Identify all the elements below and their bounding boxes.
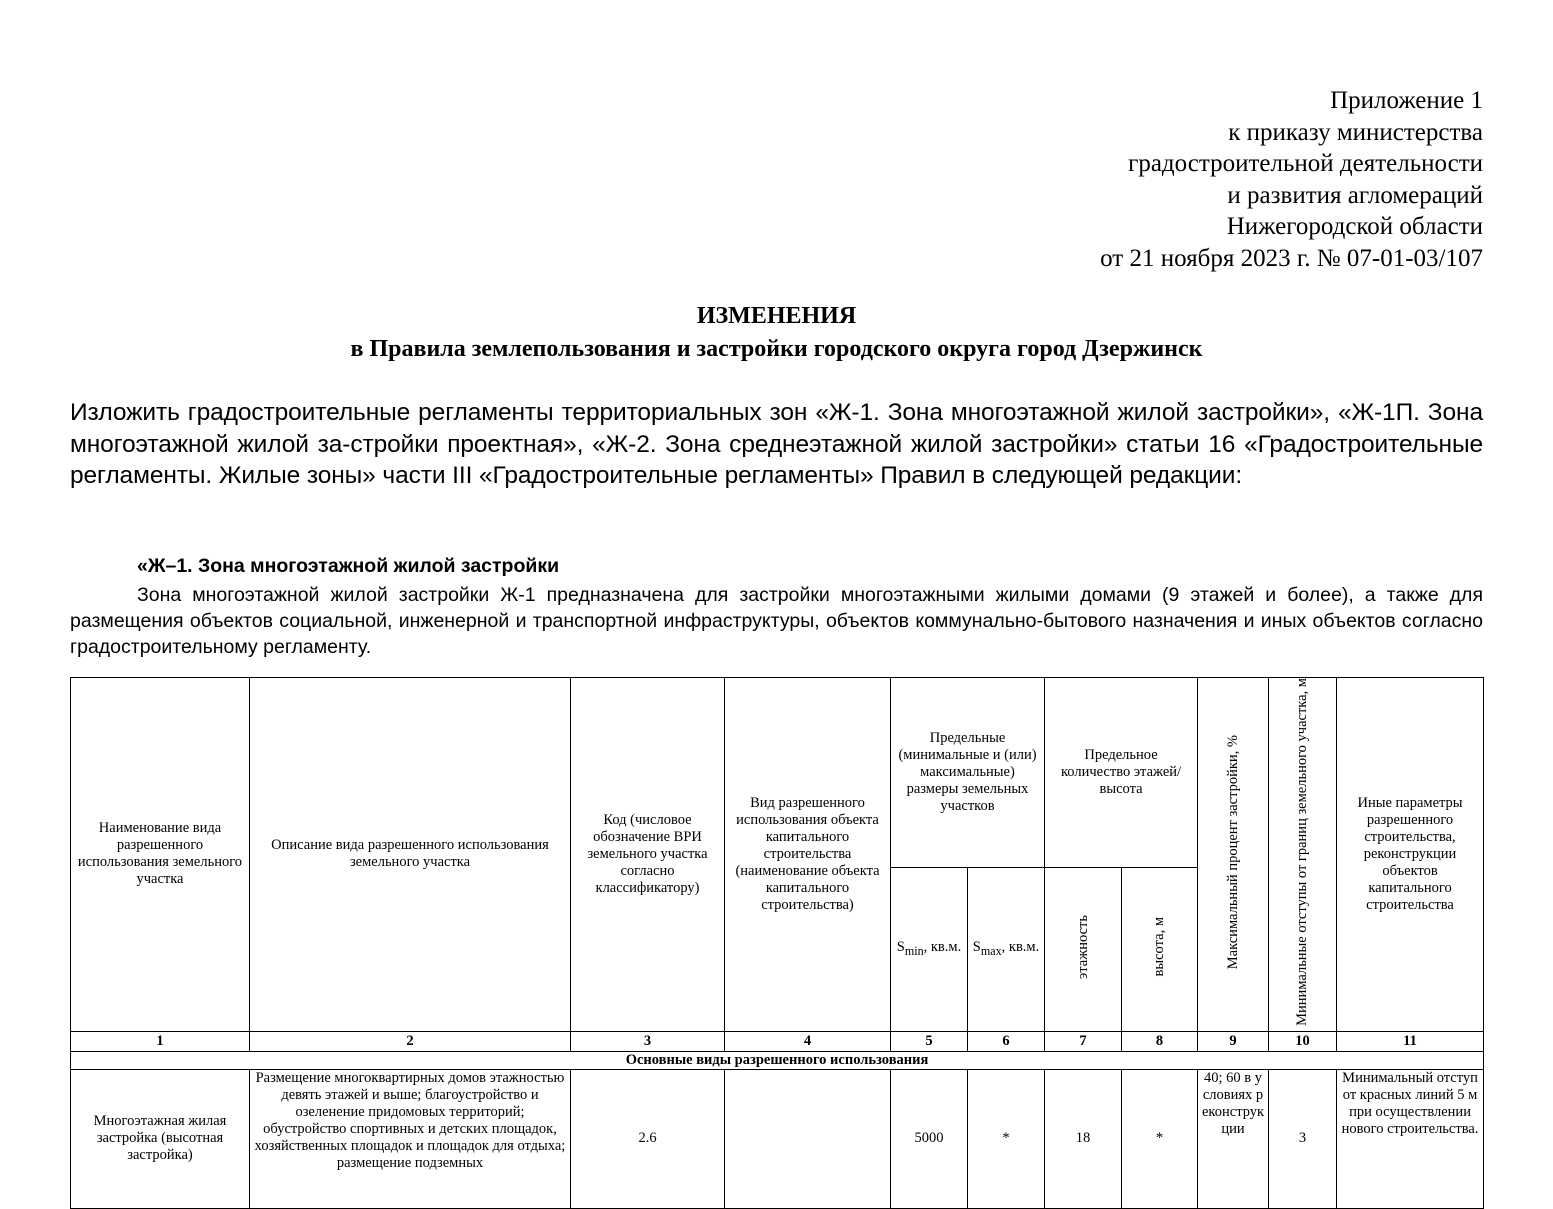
column-number: 1 bbox=[71, 1031, 250, 1051]
header-floors-cell bbox=[1045, 867, 1122, 1031]
header-smin bbox=[891, 867, 968, 1031]
cell-other-text: Минимальный отступ от красных линий 5 м при осуществлении нового строительства. bbox=[1341, 1069, 1479, 1137]
header-height-cell bbox=[1122, 867, 1198, 1031]
column-number: 9 bbox=[1198, 1031, 1269, 1051]
cell-code: 2.6 bbox=[571, 1069, 725, 1208]
header-floors: этажность bbox=[1074, 914, 1091, 979]
header-height: высота, м bbox=[1151, 917, 1168, 977]
cell-smax: * bbox=[968, 1069, 1045, 1208]
header-name: Наименование вида разрешенного использования земельного участка bbox=[71, 678, 250, 1032]
header-smin-s: S bbox=[896, 938, 905, 955]
cell-other bbox=[1337, 1069, 1484, 1208]
cell-oks bbox=[725, 1069, 891, 1208]
column-number: 10 bbox=[1269, 1031, 1337, 1051]
appendix-block bbox=[1100, 85, 1483, 274]
cell-name: Многоэтажная жилая застройка (высотная застройка) bbox=[71, 1069, 250, 1208]
header-percent: Максимальный процент застройки, % bbox=[1224, 734, 1241, 970]
section-row bbox=[71, 1051, 1484, 1069]
header-smin-unit: , кв.м. bbox=[923, 938, 962, 955]
appendix-line: от 21 ноября 2023 г. № 07-01-03/107 bbox=[1100, 244, 1483, 272]
header-other: Иные параметры разрешенного строительства, реконструкции объектов капитального строительства bbox=[1337, 678, 1484, 1032]
column-number: 7 bbox=[1045, 1031, 1122, 1051]
header-row-top bbox=[71, 678, 1484, 868]
cell-floors: 18 bbox=[1045, 1069, 1122, 1208]
appendix-line: градостроительной деятельности bbox=[1128, 150, 1483, 177]
column-number: 6 bbox=[968, 1031, 1045, 1051]
column-number: 4 bbox=[725, 1031, 891, 1051]
header-smax bbox=[968, 867, 1045, 1031]
header-floors-height: Предельное количество этажей/высота bbox=[1045, 678, 1198, 868]
header-smin-sub: min bbox=[904, 943, 924, 958]
section-title: Основные виды разрешенного использования bbox=[71, 1051, 1484, 1069]
zone-heading: «Ж–1. Зона многоэтажной жилой застройки bbox=[137, 555, 560, 577]
column-number: 2 bbox=[250, 1031, 571, 1051]
cell-setback: 3 bbox=[1269, 1069, 1337, 1208]
header-smax-sub: max bbox=[980, 943, 1002, 958]
column-number: 3 bbox=[571, 1031, 725, 1051]
header-plot-size: Предельные (минимальные и (или) максимальные) размеры земельных участков bbox=[891, 678, 1045, 868]
header-setback: Минимальные отступы от границ земельного участка, м bbox=[1294, 678, 1311, 1026]
column-number: 5 bbox=[891, 1031, 968, 1051]
document-subtitle: в Правила землепользования и застройки городского округа город Дзержинск bbox=[350, 336, 1203, 362]
column-number: 8 bbox=[1122, 1031, 1198, 1051]
document-title: ИЗМЕНЕНИЯ bbox=[696, 303, 857, 329]
cell-percent bbox=[1198, 1069, 1269, 1208]
regulation-table bbox=[70, 677, 1484, 1209]
appendix-line: к приказу министерства bbox=[1228, 118, 1483, 146]
cell-description bbox=[250, 1069, 571, 1208]
appendix-line: Нижегородской области bbox=[1226, 213, 1483, 240]
header-smax-s: S bbox=[972, 938, 981, 955]
header-description: Описание вида разрешенного использования земельного участка bbox=[250, 678, 571, 1032]
cell-description-text: Размещение многоквартирных домов этажностью девять этажей и выше; благоустройство и озеленение придомовых территорий; обустройство спортивных и детских площадок, хозяйственных площадок и площадок для отдыха; размещение подземных bbox=[254, 1069, 566, 1171]
appendix-line: Приложение 1 bbox=[1330, 87, 1483, 114]
cell-height: * bbox=[1122, 1069, 1198, 1208]
header-setback-cell bbox=[1269, 678, 1337, 1032]
cell-percent-text: 40; 60 в условиях реконструкции bbox=[1202, 1069, 1265, 1137]
header-oks-type: Вид разрешенного использования объекта капитального строительства (наименование объекта капитального строительства) bbox=[725, 678, 891, 1032]
column-number-row bbox=[71, 1031, 1484, 1051]
header-smax-unit: , кв.м. bbox=[1001, 938, 1040, 955]
zone-description: Зона многоэтажной жилой застройки Ж-1 предназначена для застройки многоэтажными жилыми домами (9 этажей и более), а также для размещения объектов социальной, инженерной и транспортной инфраструктуры, объектов коммунально-бытового назначения и иных объектов согласно градостроительному регламенту. bbox=[70, 584, 1483, 658]
header-percent-cell bbox=[1198, 678, 1269, 1032]
column-number: 11 bbox=[1337, 1031, 1484, 1051]
appendix-line: и развития агломераций bbox=[1227, 181, 1483, 209]
header-code: Код (числовое обозначение ВРИ земельного участка согласно классификатору) bbox=[571, 678, 725, 1032]
table-row bbox=[71, 1069, 1484, 1208]
cell-smin: 5000 bbox=[891, 1069, 968, 1208]
intro-paragraph: Изложить градостроительные регламенты территориальных зон «Ж-1. Зона многоэтажной жилой застройки», «Ж-1П. Зона многоэтажной жилой за-стройки проектная», «Ж-2. Зона среднеэтажной жилой застройки» статьи 16 «Градостроительные регламенты. Жилые зоны» части III «Градостроительные регламенты» Правил в следующей редакции: bbox=[70, 399, 1483, 489]
